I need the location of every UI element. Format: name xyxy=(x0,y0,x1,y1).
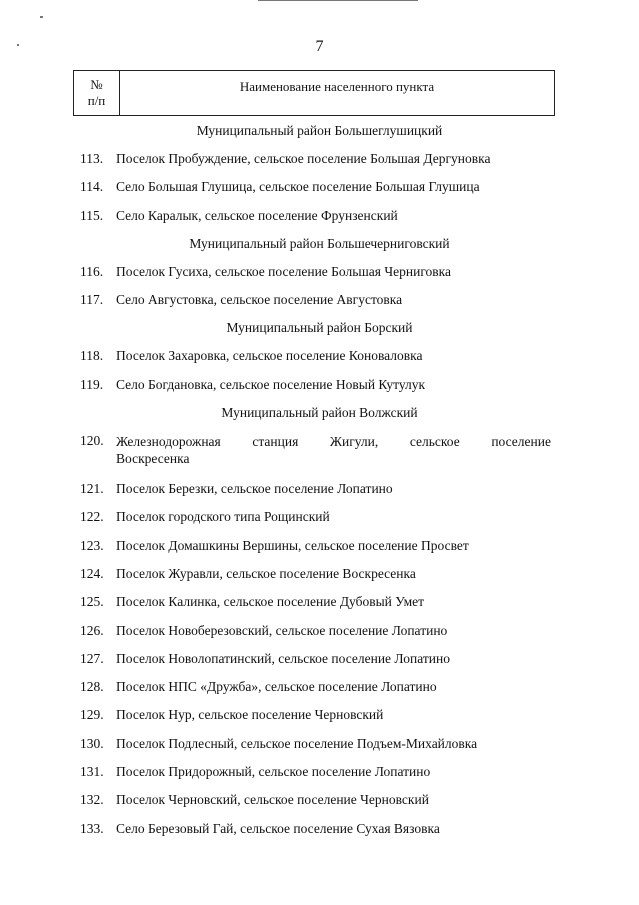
item-number: 127. xyxy=(80,650,104,666)
item-text: Поселок Журавли, сельское поселение Воскресенка xyxy=(116,565,416,581)
list-item xyxy=(0,202,639,230)
list-item xyxy=(0,786,639,814)
item-number: 115. xyxy=(80,207,104,223)
item-number: 126. xyxy=(80,622,104,638)
item-text: Поселок Новолопатинский, сельское поселение Лопатино xyxy=(116,650,450,666)
item-text: Село Богдановка, сельское поселение Новый Кутулук xyxy=(116,376,426,392)
item-text: Поселок Придорожный, сельское поселение Лопатино xyxy=(116,764,431,780)
item-number: 119. xyxy=(80,376,104,392)
item-word: поселение xyxy=(491,434,551,450)
item-text: Село Августовка, сельское поселение Августовка xyxy=(116,292,403,308)
list-item xyxy=(0,645,639,673)
item-text: Поселок Черновский, сельское поселение Черновский xyxy=(116,792,429,808)
settlement-list xyxy=(0,117,639,843)
item-text: Село Березовый Гай, сельское поселение Сухая Вязовка xyxy=(116,820,440,836)
list-item xyxy=(0,145,639,173)
item-number: 116. xyxy=(80,263,104,279)
list-item xyxy=(0,503,639,531)
item-number: 130. xyxy=(80,735,104,751)
item-number: 117. xyxy=(80,292,104,308)
item-word: сельское xyxy=(409,434,460,450)
scan-artifact-top-line xyxy=(258,0,418,1)
header-name-column: Наименование населенного пункта xyxy=(239,79,435,94)
list-item xyxy=(0,701,639,729)
item-text: Поселок Захаровка, сельское поселение Коноваловка xyxy=(116,348,423,364)
item-text: Поселок Подлесный, сельское поселение Подъем-Михайловка xyxy=(116,735,478,751)
item-text: Село Большая Глушица, сельское поселение Большая Глушица xyxy=(116,179,480,195)
list-item xyxy=(0,617,639,645)
item-number: 128. xyxy=(80,679,104,695)
item-number: 132. xyxy=(80,792,104,808)
item-number: 118. xyxy=(80,348,104,364)
item-number: 129. xyxy=(80,707,104,723)
item-number: 131. xyxy=(80,764,104,780)
item-number: 125. xyxy=(80,594,104,610)
list-item xyxy=(0,371,639,399)
item-text: Поселок НПС «Дружба», сельское поселение Лопатино xyxy=(116,679,437,695)
list-item xyxy=(0,173,639,201)
item-number: 113. xyxy=(80,151,104,166)
item-text: Поселок Домашкины Вершины, сельское поселение Просвет xyxy=(116,537,469,553)
list-item xyxy=(0,588,639,616)
district-heading: Муниципальный район Волжский xyxy=(221,405,418,421)
list-item xyxy=(0,758,639,786)
item-text: Село Каралык, сельское поселение Фрунзенский xyxy=(116,207,398,223)
item-text: Поселок Пробуждение, сельское поселение Большая Дергуновка xyxy=(116,151,491,166)
scan-artifact-dot xyxy=(40,16,43,18)
item-text: Поселок Березки, сельское поселение Лопатино xyxy=(116,481,393,497)
item-text-line2: Воскресенка xyxy=(116,451,190,467)
item-number: 114. xyxy=(80,179,104,195)
item-text: Поселок Нур, сельское поселение Черновский xyxy=(116,707,384,723)
list-item xyxy=(0,342,639,370)
list-item xyxy=(0,730,639,758)
item-number: 120. xyxy=(80,433,104,449)
item-number: 133. xyxy=(80,820,104,836)
list-item xyxy=(0,560,639,588)
item-word: станция xyxy=(252,434,299,450)
district-heading: Муниципальный район Борский xyxy=(226,320,413,336)
item-number: 121. xyxy=(80,481,104,497)
item-text: Поселок городского типа Рощинский xyxy=(116,509,330,525)
page-number: 7 xyxy=(315,38,324,55)
header-number-symbol: № xyxy=(90,77,103,92)
table-header xyxy=(73,70,555,116)
item-text-line1 xyxy=(116,433,551,450)
item-number: 123. xyxy=(80,537,104,553)
item-text: Поселок Новоберезовский, сельское поселение Лопатино xyxy=(116,622,448,638)
list-item xyxy=(0,427,639,475)
district-heading: Муниципальный район Большеглушицкий xyxy=(196,123,443,138)
header-number-column xyxy=(74,71,120,115)
list-item xyxy=(0,475,639,503)
item-number: 122. xyxy=(80,509,104,525)
item-text xyxy=(116,433,551,467)
item-word: Жигули, xyxy=(329,434,379,450)
district-heading: Муниципальный район Большечерниговский xyxy=(189,235,450,251)
list-item xyxy=(0,286,639,314)
list-item xyxy=(0,673,639,701)
item-number: 124. xyxy=(80,565,104,581)
item-text: Поселок Гусиха, сельское поселение Большая Черниговка xyxy=(116,263,451,279)
item-text: Поселок Калинка, сельское поселение Дубовый Умет xyxy=(116,594,425,610)
list-item xyxy=(0,258,639,286)
list-item xyxy=(0,815,639,843)
item-word: Железнодорожная xyxy=(116,434,221,450)
list-item xyxy=(0,532,639,560)
header-number-abbrev: п/п xyxy=(87,93,106,108)
